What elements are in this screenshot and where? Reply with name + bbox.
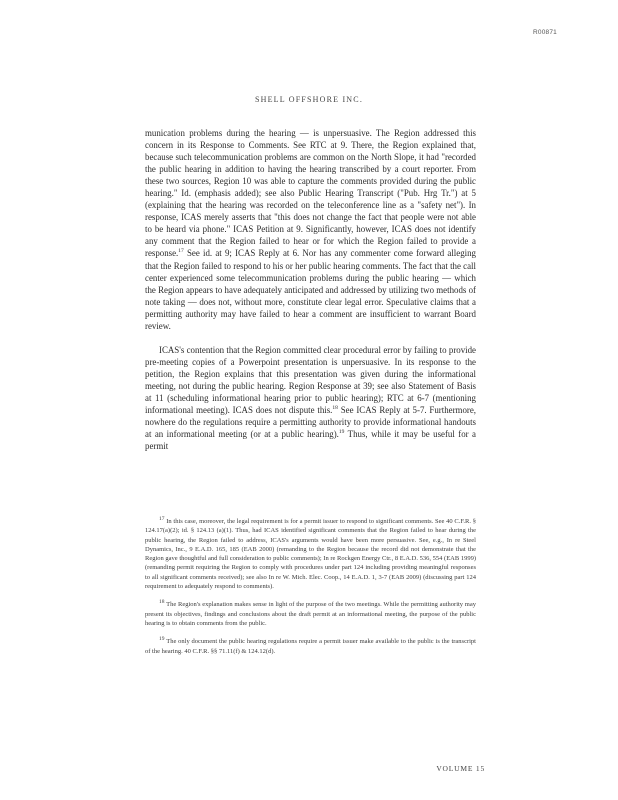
footnote-text: The Region's explanation makes sense in light of the purpose of the two meetings. While the permitting authority may present its objectives, findings and conclusions about the draft permit at an informational meeting, the purpose of the public hearing is to obtain comments from the public. <box>145 601 477 627</box>
footnote-number: 19 <box>159 636 165 643</box>
body-text-run: Thus, while it may be useful for a permit <box>145 429 476 452</box>
footnote-text: The only document the public hearing regulations require a permit issuer make available to the public is the transcript of the hearing. 40 C.F.R. §§ 71.11(f) & 124.12(d). <box>145 638 476 655</box>
footnote-ref: 18 <box>332 405 338 412</box>
running-head: SHELL OFFSHORE INC. <box>254 95 364 104</box>
body-text-run: ICAS's contention that the Region committed clear procedural error by failing to provide pre-meeting copies of a Powerpoint presentation is unpersuasive. In its response to the petition, the Region explains that this presentation was given during the informational meeting, not during the public hearing. Region Response at 39; see also Statement of Basis at 11 (scheduling informational hearing prior to public hearing); RTC at 6-7 (mentioning informational meeting). ICAS does not dispute this. <box>145 344 476 416</box>
footnote <box>145 637 476 656</box>
main-body <box>145 127 476 452</box>
body-text-run: See id. at 9; ICAS Reply at 6. Nor has any commenter come forward alleging that the Region failed to respond to his or her public hearing comments. The fact that the call center experienced some telecommunication problems during the public hearing — which the Region appears to have adequately anticipated and addressed by utilizing two methods of note taking — does not, without more, constitute clear legal error. Speculative claims that a permitting authority may have failed to hear a comment are insufficient to warrant Board review. <box>145 248 476 331</box>
footnote-ref: 19 <box>338 429 345 436</box>
footnote-ref: 17 <box>178 248 184 255</box>
page-footer: VOLUME 15 <box>436 764 485 773</box>
body-paragraph-1 <box>145 127 476 332</box>
footnote-text: In this case, moreover, the legal requirement is for a permit issuer to respond to significant comments. See 40 C.F.R. § 124.17(a)(2); id. § 124.13 (a)(1). Thus, had ICAS identified significant comments that the Region failed to hear during the public hearing, the Region failed to address, ICAS's arguments would have been more persuasive. See, e.g., In re Steel Dynamics, Inc., 9 E.A.D. 165, 185 (EAB 2000) (remanding to the Region because the record did not demonstrate that the Region gave thoughtful and full consideration to public comments); In re Rockgen Energy Ctr., 8 E.A.D. 536, 554 (EAB 1999) (remanding permit requiring the Region to comply with procedures under part 124 including providing meaningful responses to all significant comments received); see also In re W. Mich. Elec. Coop., 14 E.A.D. 1, 3-7 (EAB 2009) (discussing part 124 requirement to adequately respond to comments). <box>145 518 477 591</box>
body-text-run: munication problems during the hearing — is unpersuasive. The Region addressed this concern in its Response to Comments. See RTC at 9. There, the Region explained that, because such telecommunication problems are common on the North Slope, it had "recorded the public hearing in addition to having the hearing transcribed by a court reporter. From these two sources, Region 10 was able to capture the comments provided during the public hearing." Id. (emphasis added); see also Public Hearing Transcript ("Pub. Hrg Tr.") at 5 (explaining that the hearing was recorded on the teleconference line as a "safety net"). In response, ICAS merely asserts that "this does not change the fact that people were not able to be heard via phone." ICAS Petition at 9. Significantly, however, ICAS does not identify any comment that the Region failed to hear or for which the Region failed to provide a response. <box>145 128 476 259</box>
footnote <box>145 517 476 591</box>
footnote-number: 17 <box>159 515 165 522</box>
body-paragraph-2 <box>145 344 476 452</box>
footnote-number: 18 <box>159 599 165 606</box>
body-text-run: See ICAS Reply at 5-7. Furthermore, nowhere do the regulations require a permitting authority to provide informational handouts at an informational meeting (or at a public hearing). <box>145 405 476 440</box>
document-id: R00871 <box>533 29 557 36</box>
footnote <box>145 600 476 628</box>
footnotes <box>145 517 476 665</box>
